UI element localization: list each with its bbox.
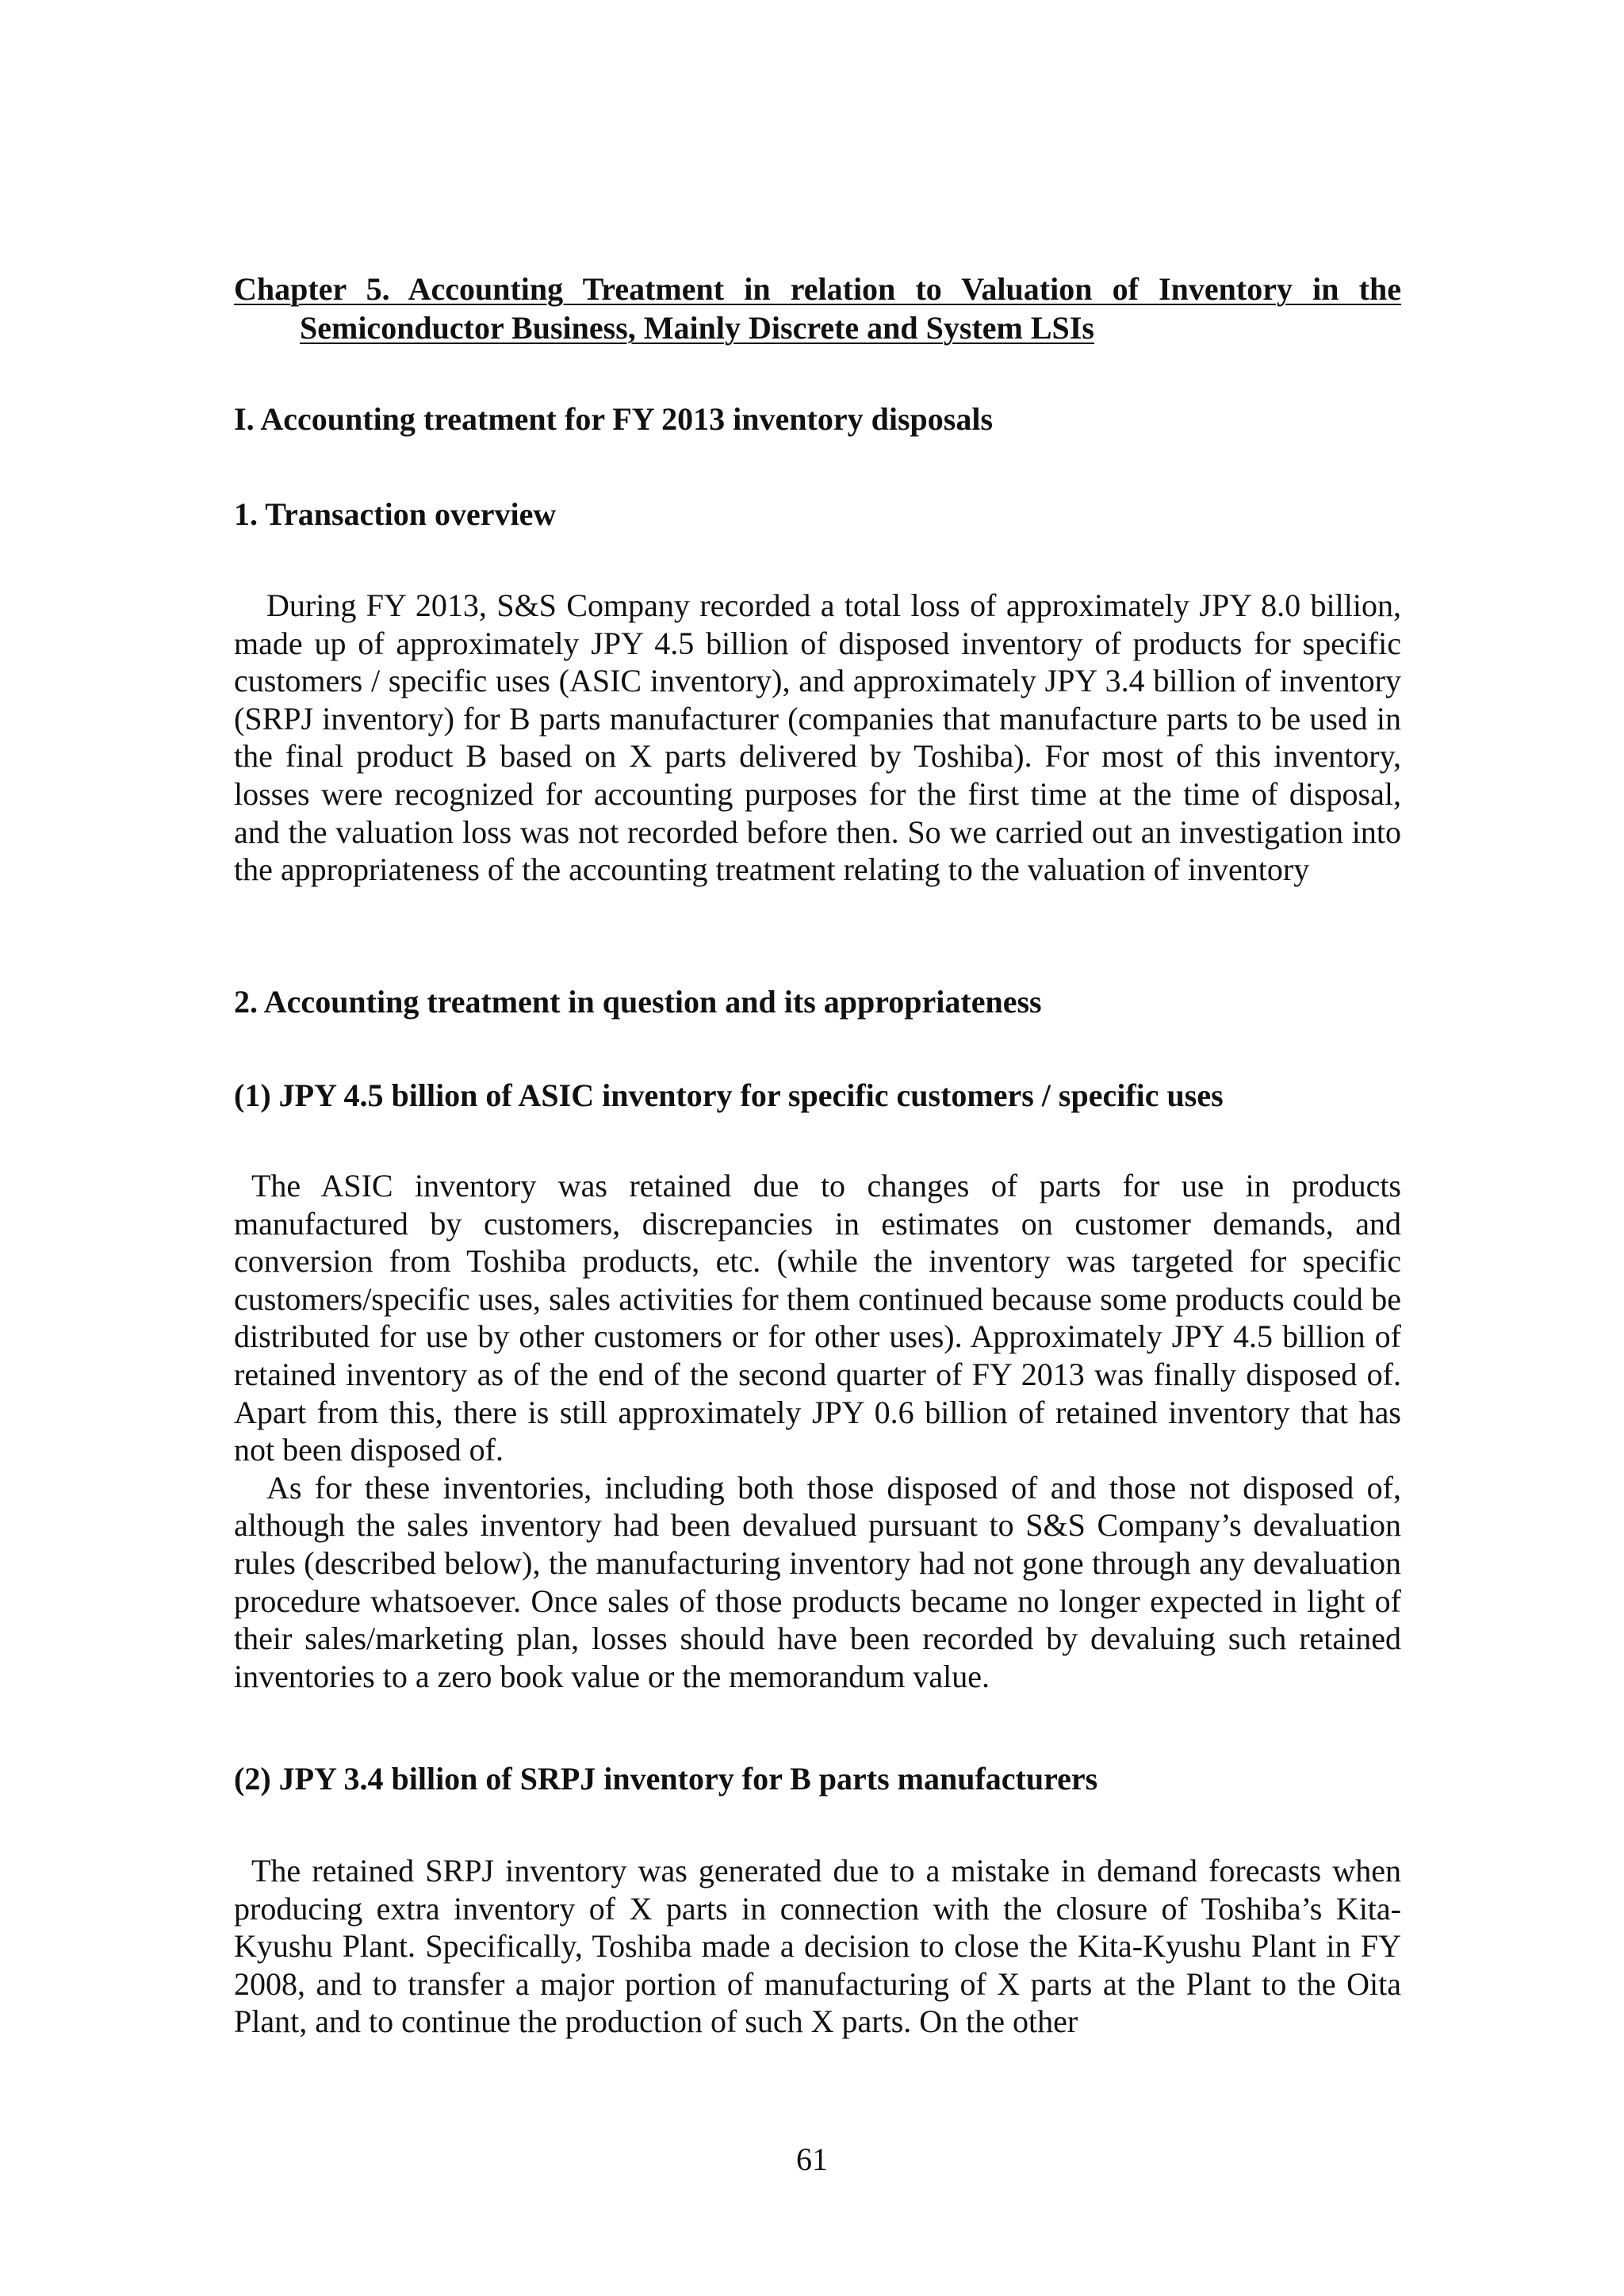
subsection-2-heading: (2) JPY 3.4 billion of SRPJ inventory for B parts manufacturers (234, 1761, 1098, 1797)
section-2-heading: 2. Accounting treatment in question and its appropriateness (234, 984, 1042, 1020)
chapter-title-line-1: Chapter 5. Accounting Treatment in relation to Valuation of Inventory in the (234, 271, 1401, 307)
subsection-1-body (234, 1167, 1401, 1695)
chapter-title-line-2: Semiconductor Business, Mainly Discrete and System LSIs (300, 310, 1094, 346)
srpj-inventory-paragraph: The retained SRPJ inventory was generated due to a mistake in demand forecasts when producing extra inventory of X parts in connection with the closure of Toshiba’s Kita-Kyushu Plant. Specifically, Toshiba made a decision to close the Kita-Kyushu Plant in FY 2008, and to transfer a major portion of manufacturing of X parts at the Plant to the Oita Plant, and to continue the production of such X parts. On the other (234, 1853, 1401, 2040)
section-1-heading-block (234, 496, 1401, 534)
page-number: 61 (796, 2141, 828, 2177)
asic-inventory-paragraph-2: As for these inventories, including both those disposed of and those not disposed of, although the sales inventory had been devalued pursuant to S&S Company’s devaluation rules (described below), the manufacturing inventory had not gone through any devaluation procedure whatsoever. Once sales of those products became no longer expected in light of their sales/marketing plan, losses should have been recorded by devaluing such retained inventories to a zero book value or the memorandum value. (234, 1469, 1401, 1694)
subsection-1-heading: (1) JPY 4.5 billion of ASIC inventory for specific customers / specific uses (234, 1077, 1224, 1113)
subsection-1-heading-block (234, 1077, 1401, 1115)
subsection-2-heading-block (234, 1760, 1401, 1798)
section-I-heading: I. Accounting treatment for FY 2013 inventory disposals (234, 401, 994, 437)
subsection-2-body (234, 1852, 1401, 2041)
section-I-heading-block (234, 400, 1401, 438)
asic-inventory-paragraph-1: The ASIC inventory was retained due to changes of parts for use in products manufactured by customers, discrepancies in estimates on customer demands, and conversion from Toshiba products, etc. (while the inventory was targeted for specific customers/specific uses, sales activities for them continued because some products could be distributed for use by other customers or for other uses). Approximately JPY 4.5 billion of retained inventory as of the end of the second quarter of FY 2013 was finally disposed of. Apart from this, there is still approximately JPY 0.6 billion of retained inventory that has not been disposed of. (234, 1168, 1401, 1468)
section-1-heading: 1. Transaction overview (234, 496, 557, 532)
section-2-heading-block (234, 983, 1401, 1021)
section-1-body (234, 587, 1401, 889)
transaction-overview-paragraph: During FY 2013, S&S Company recorded a total loss of approximately JPY 8.0 billion, made up of approximately JPY 4.5 billion of disposed inventory of products for specific customers / specific uses (ASIC inventory), and approximately JPY 3.4 billion of inventory (SRPJ inventory) for B parts manufacturer (companies that manufacture parts to be used in the final product B based on X parts delivered by Toshiba). For most of this inventory, losses were recognized for accounting purposes for the first time at the time of disposal, and the valuation loss was not recorded before then. So we carried out an investigation into the appropriateness of the accounting treatment relating to the valuation of inventory (234, 587, 1401, 888)
chapter-title (234, 270, 1401, 347)
